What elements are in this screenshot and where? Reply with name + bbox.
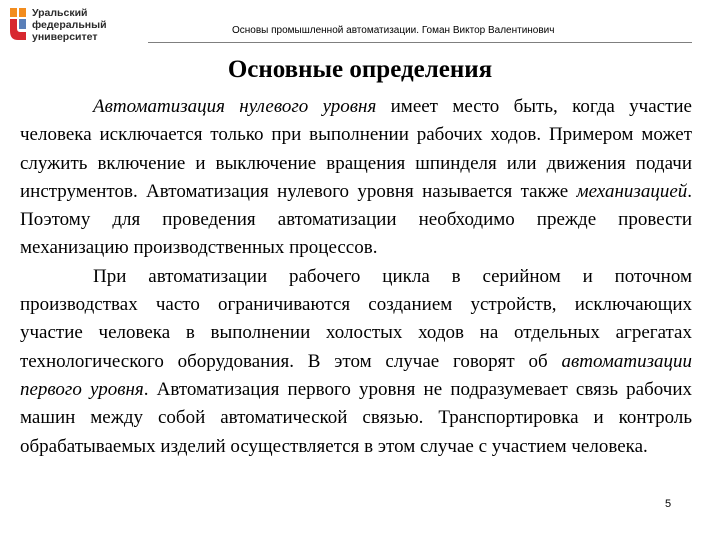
paragraph-1-text-a: имеет место быть, когда участие человека исключается только при выполнении рабочих ходов. Примером может служить включение и выключение вращения шпинделя или движения подачи инструментов. Автоматизация нулевого уровня называется также: [20, 96, 692, 202]
emblem-orange-block: [10, 8, 17, 17]
ural-university-emblem-icon: [8, 6, 28, 44]
paragraph-1-text-b: . Поэтому для проведения автоматизации необходимо прежде провести механизацию производственных процессов.: [20, 180, 692, 259]
author-name: Гоман Виктор Валентинович: [421, 25, 555, 36]
slide-body: [20, 93, 692, 461]
page-number: 5: [665, 498, 672, 510]
paragraph-first-level: [20, 263, 692, 461]
university-name-line-2: федеральный: [32, 19, 107, 31]
term-mechanization: механизацией: [576, 180, 688, 202]
paragraph-zero-level: [20, 93, 692, 263]
course-name: Основы промышленной автоматизации.: [232, 25, 420, 36]
university-name-line-3: университет: [32, 31, 98, 43]
university-name-line-1: Уральский: [32, 7, 88, 19]
slide-header: [232, 25, 692, 36]
university-logo: [8, 6, 138, 46]
term-first-level-automation: автоматизации первого уровня: [20, 350, 692, 400]
term-zero-level-automation: Автоматизация нулевого уровня: [93, 96, 377, 117]
slide-title: Основные определения: [227, 56, 493, 83]
emblem-orange-block-right: [19, 8, 26, 17]
paragraph-2-text-b: . Автоматизация первого уровня не подразумевает связь рабочих машин между собой автоматической связью. Транспортировка и контроль обрабатываемых изделий осуществляется в этом случае с участием человека.: [20, 378, 693, 457]
paragraph-2-text-a: При автоматизации рабочего цикла в серийном и поточном производствах часто ограничиваются созданием устройств, исключающих участие человека в выполнении холостых ходов на отдельных агрегатах технологического оборудования. В этом случае говорят об: [20, 265, 692, 372]
header-divider: [148, 42, 692, 43]
emblem-blue-block: [19, 19, 26, 29]
university-name: [32, 7, 107, 43]
